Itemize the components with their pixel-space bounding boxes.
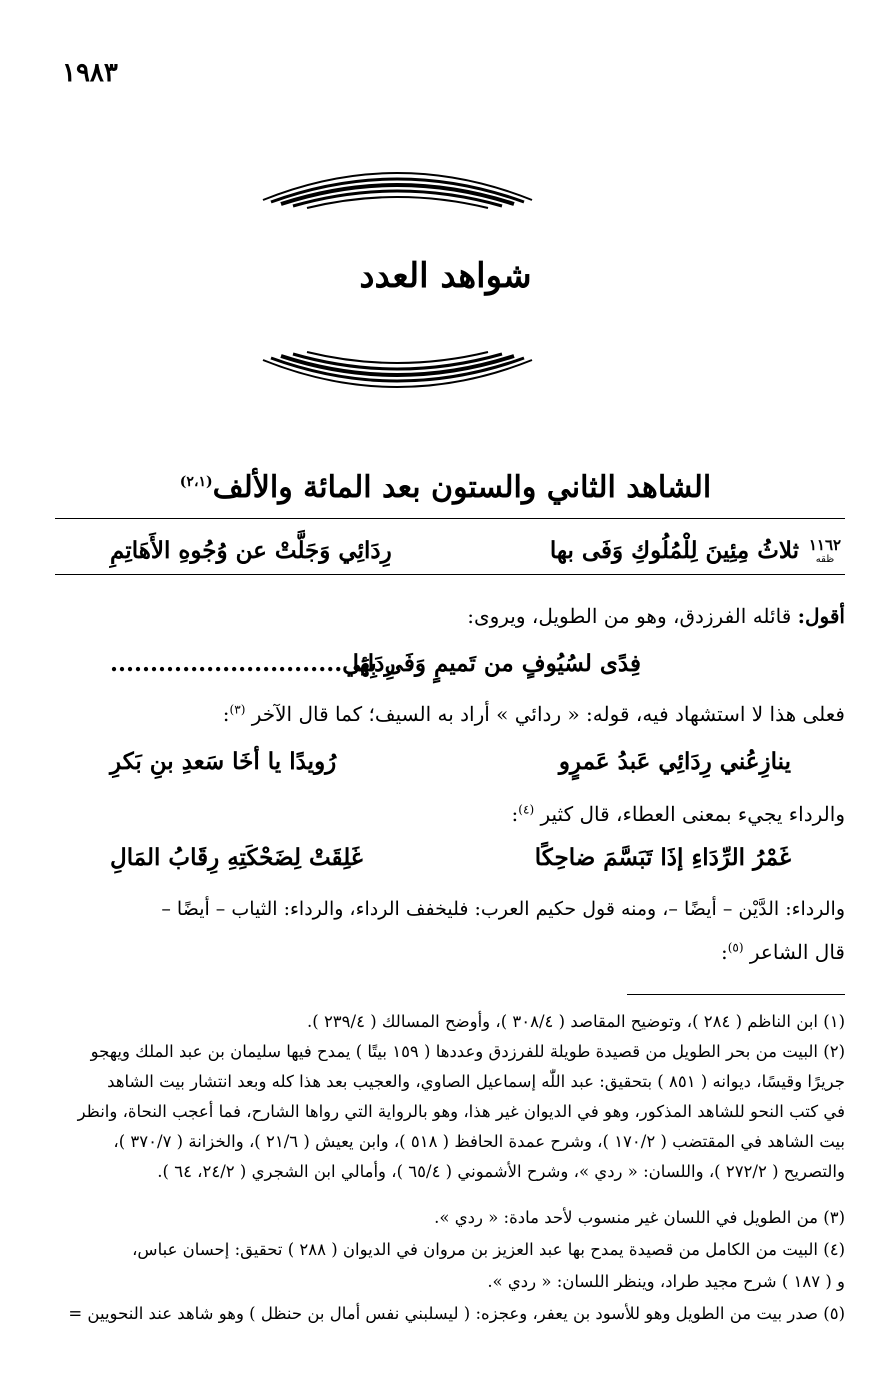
body-line-2 xyxy=(48,702,845,726)
verse-number xyxy=(805,536,845,566)
ornament-bottom-icon xyxy=(255,348,540,408)
verse-4-first-half: غَمْرُ الرِّدَاءِ إذَا تَبَسَّمَ ضاحِكًا xyxy=(534,844,791,871)
body-line-5-ref: (٥) xyxy=(727,940,744,955)
body-line-5-text: قال الشاعر xyxy=(749,940,845,964)
section-heading xyxy=(0,470,891,505)
page-number: ١٩٨٣ xyxy=(62,58,118,88)
body-line-4: والرداء: الدَّيْن – أيضًا –، ومنه قول حكيم العرب: فليخفف الرداء، والرداء: الثياب – أيضًا – xyxy=(161,898,845,920)
body-line-1-text: قائله الفرزدق، وهو من الطويل، ويروى: xyxy=(467,604,792,628)
footnote-1: (١) ابن الناظم ( ٢٨٤ )، وتوضيح المقاصد ( ٣٠٨/٤ )، وأوضح المسالك ( ٢٣٩/٤ ). xyxy=(307,1012,845,1031)
bottom-rule xyxy=(55,574,845,575)
body-line-3 xyxy=(48,802,845,826)
footnote-3: (٣) من الطويل في اللسان غير منسوب لأحد مادة: « ردي ». xyxy=(434,1208,845,1227)
body-line-5-end: : xyxy=(720,940,728,964)
body-line-2-text: فعلى هذا لا استشهاد فيه، قوله: « ردائي » أراد به السيف؛ كما قال الآخر xyxy=(251,702,845,726)
verse-3-second-half: رُويدًا يا أخَا سَعدِ بنِ بَكرِ xyxy=(110,748,337,775)
body-line-5 xyxy=(48,940,845,964)
heading-note-refs: (٢،١) xyxy=(179,474,213,490)
body-line-3-end: : xyxy=(511,802,519,826)
footnote-4-line-1: (٤) البيت من الكامل من قصيدة يمدح بها عبد العزيز بن مروان في الديوان ( ٢٨٨ ) تحقيق: إحسان عباس، xyxy=(132,1240,845,1259)
main-verse-second-half: رِدَائِي وَجَلَّتْ عن وُجُوهِ الأَهَاتِمِ xyxy=(110,537,392,564)
verse-2-first-half: فِدًى لسُيُوفٍ من تَميمٍ وَفَى بِهَا xyxy=(352,650,641,677)
verse-number-value: ١١٦٢ xyxy=(808,536,842,554)
ornament-top-icon xyxy=(255,152,540,212)
footnote-rule xyxy=(627,994,845,995)
body-line-3-text: والرداء يجيء بمعنى العطاء، قال كثير xyxy=(540,802,845,826)
top-rule xyxy=(55,518,845,519)
footnote-2-line-5: والتصريح ( ٢٧٢/٢ )، واللسان: « ردي »، وشرح الأشموني ( ٦٥/٤ )، وأمالي ابن الشجري ( ٢٤/٢، ٦٤ ). xyxy=(157,1162,845,1181)
chapter-title: شواهد العدد xyxy=(359,256,532,296)
footnote-2-line-3: في كتب النحو للشاهد المذكور، وهو في الديوان غير هذا، وهو بالرواية التي رواها الشارح، فما أعجب النحاة، وانظر xyxy=(77,1102,845,1121)
footnote-2-line-1: (٢) البيت من بحر الطويل من قصيدة طويلة للفرزدق وعددها ( ١٥٩ بيتًا ) يمدح فيها سليمان بن عبد الملك ويهجو xyxy=(90,1042,845,1061)
footnote-2-line-2: جريرًا وقيسًا، ديوانه ( ٨٥١ ) بتحقيق: عبد اللّٰه إسماعيل الصاوي، والعجيب بعد هذا كله وبعد انتشار بيت الشاهد xyxy=(107,1072,845,1091)
verse-4-second-half: غَلِقَتْ لِضَحْكَتِهِ رِقَابُ المَالِ xyxy=(110,844,363,871)
body-line-2-end: : xyxy=(222,702,230,726)
body-line-1 xyxy=(48,604,845,628)
footnote-2-line-4: بيت الشاهد في المقتضب ( ١٧٠/٢ )، وشرح عمدة الحافظ ( ٥١٨ )، وابن يعيش ( ٢١/٦ )، والخزانة ( ٣٧٠/٧ )، xyxy=(113,1132,845,1151)
footnote-4-line-2: و ( ١٨٧ ) شرح مجيد طراد، وينظر اللسان: « ردي ». xyxy=(487,1272,845,1291)
aqulu-label: أقول: xyxy=(797,604,845,628)
main-verse-first-half: ثلاثُ مِئِينَ لِلْمُلُوكِ وَفَى بها xyxy=(549,537,799,564)
body-line-3-ref: (٤) xyxy=(518,802,535,817)
verse-2-second-half: رِدَائِي............................. xyxy=(110,650,396,677)
heading-title: الشاهد الثاني والستون بعد المائة والألف xyxy=(212,470,712,505)
footnote-5: (٥) صدر بيت من الطويل وهو للأسود بن يعفر، وعجزه: ( ليسلبني نفس أمال بن حنظل ) وهو شاهد عند النحويين = xyxy=(68,1304,845,1323)
body-line-2-ref: (٣) xyxy=(229,702,246,717)
verse-3-first-half: ينازِعُني رِدَائِي عَبدُ عَمرٍو xyxy=(558,748,791,775)
verse-number-sub: ظقه xyxy=(815,554,835,565)
